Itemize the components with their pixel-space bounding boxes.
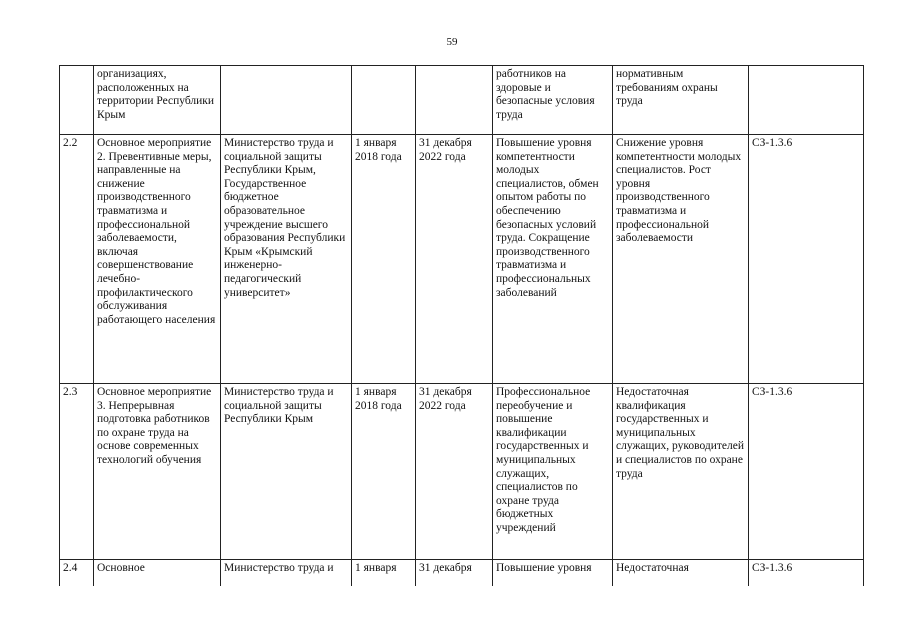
activity-cell: Основное мероприятие 2. Превентивные меры, направленные на снижение производственного травматизма и профессиональной заболеваемости, включая совершенствование лечебно-профилактического обслуживания работающего населения [94, 135, 221, 384]
row-number-cell [60, 66, 94, 135]
executor-cell: Министерство труда и социальной защиты Республики Крым [221, 384, 352, 560]
activity-cell: Основное [94, 560, 221, 586]
expected-result-cell: Повышение уровня [493, 560, 613, 586]
table-row [60, 560, 864, 586]
executor-cell [221, 66, 352, 135]
indicator-link-cell [749, 66, 864, 135]
table-row [60, 66, 864, 135]
start-date-cell: 1 января [352, 560, 416, 586]
measures-table [59, 65, 864, 586]
indicator-link-cell: СЗ-1.3.6 [749, 135, 864, 384]
indicator-link-cell: СЗ-1.3.6 [749, 560, 864, 586]
consequences-cell: Снижение уровня компетентности молодых специалистов. Рост уровня производственного травматизма и профессиональной заболеваемости [613, 135, 749, 384]
start-date-cell: 1 января 2018 года [352, 135, 416, 384]
expected-result-cell: работников на здоровые и безопасные условия труда [493, 66, 613, 135]
expected-result-cell: Повышение уровня компетентности молодых специалистов, обмен опытом работы по обеспечению безопасных условий труда. Сокращение производственного травматизма и профессиональных заболеваний [493, 135, 613, 384]
row-number-cell: 2.2 [60, 135, 94, 384]
table-row [60, 384, 864, 560]
executor-cell: Министерство труда и социальной защиты Республики Крым, Государственное бюджетное образовательное учреждение высшего образования Республики Крым «Крымский инженерно-педагогический университет» [221, 135, 352, 384]
executor-cell: Министерство труда и [221, 560, 352, 586]
indicator-link-cell: СЗ-1.3.6 [749, 384, 864, 560]
end-date-cell: 31 декабря [416, 560, 493, 586]
end-date-cell: 31 декабря 2022 года [416, 384, 493, 560]
consequences-cell: Недостаточная [613, 560, 749, 586]
expected-result-cell: Профессиональное переобучение и повышение квалификации государственных и муниципальных служащих, специалистов по охране труда бюджетных учреждений [493, 384, 613, 560]
start-date-cell: 1 января 2018 года [352, 384, 416, 560]
consequences-cell: нормативным требованиям охраны труда [613, 66, 749, 135]
activity-cell: организациях, расположенных на территории Республики Крым [94, 66, 221, 135]
end-date-cell [416, 66, 493, 135]
page-number: 59 [446, 36, 458, 48]
end-date-cell: 31 декабря 2022 года [416, 135, 493, 384]
consequences-cell: Недостаточная квалификация государственных и муниципальных служащих, руководителей и специалистов по охране труда [613, 384, 749, 560]
table-row [60, 135, 864, 384]
row-number-cell: 2.4 [60, 560, 94, 586]
activity-cell: Основное мероприятие 3. Непрерывная подготовка работников по охране труда на основе современных технологий обучения [94, 384, 221, 560]
start-date-cell [352, 66, 416, 135]
row-number-cell: 2.3 [60, 384, 94, 560]
